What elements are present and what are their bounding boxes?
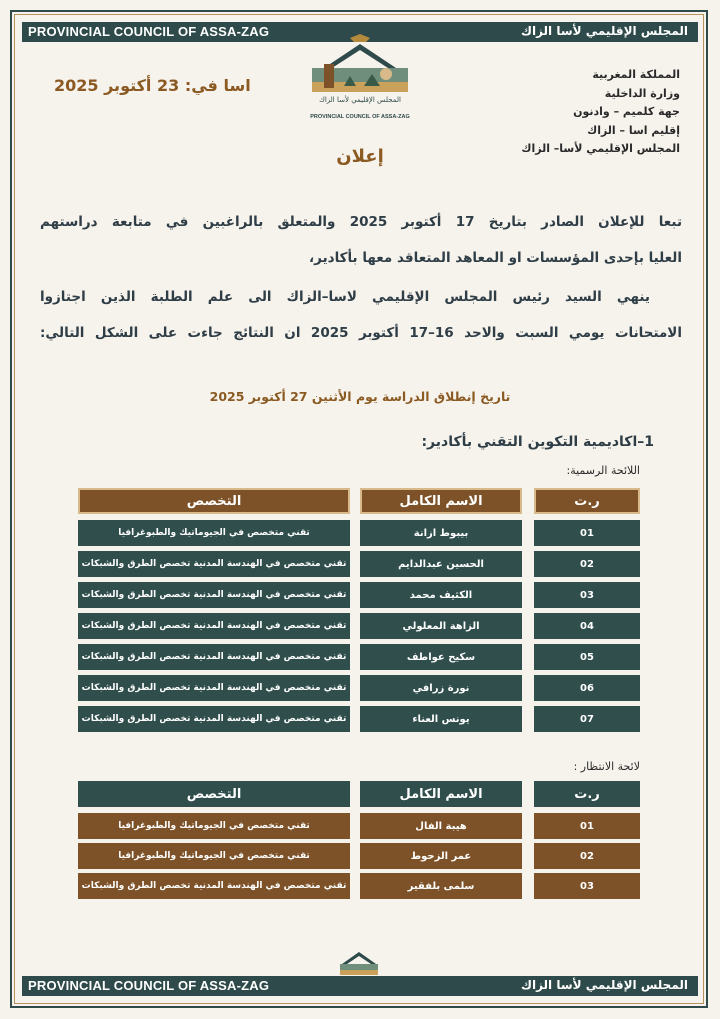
row-number: 05 bbox=[534, 644, 640, 670]
column-header-name: الاسم الكامل bbox=[360, 781, 522, 807]
row-number: 07 bbox=[534, 706, 640, 732]
page-title: إعلان bbox=[336, 146, 384, 167]
row-number: 01 bbox=[534, 520, 640, 546]
row-specialty: تقني متخصص في الهندسة المدنية تخصص الطرق والشبكات bbox=[78, 873, 350, 899]
row-specialty: تقني متخصص في الهندسة المدنية تخصص الطرق والشبكات bbox=[78, 582, 350, 608]
row-name: الحسين عبدالدايم bbox=[360, 551, 522, 577]
row-name: سلمى بلفقير bbox=[360, 873, 522, 899]
row-number: 02 bbox=[534, 551, 640, 577]
row-name: الزاهة المعلولي bbox=[360, 613, 522, 639]
logo-arabic-text: المجلس الإقليمي لأسا الزاك bbox=[319, 96, 401, 104]
bottom-banner bbox=[22, 976, 698, 996]
row-name: نورة زرافي bbox=[360, 675, 522, 701]
header-line: وزارة الداخلية bbox=[604, 86, 680, 100]
issue-date: اسا في: 23 أكتوبر 2025 bbox=[54, 76, 251, 95]
ministry-header bbox=[521, 66, 680, 159]
banner-arabic-title: المجلس الإقليمي لأسا الزاك bbox=[520, 24, 688, 38]
row-number: 01 bbox=[534, 813, 640, 839]
row-name: يونس العناء bbox=[360, 706, 522, 732]
row-name: هيبة الفال bbox=[360, 813, 522, 839]
row-number: 04 bbox=[534, 613, 640, 639]
column-header-number: ر.ت bbox=[534, 781, 640, 807]
column-header-specialty: التخصص bbox=[78, 781, 350, 807]
column-header-specialty: التخصص bbox=[78, 488, 350, 514]
start-date: تاريخ إنطلاق الدراسة يوم الأثنين 27 أكتوبر 2025 bbox=[209, 389, 511, 404]
header-line: إقليم اسا – الزاك bbox=[587, 123, 680, 137]
waiting-list-label: لائحة الانتظار : bbox=[573, 760, 640, 773]
row-number: 03 bbox=[534, 873, 640, 899]
header-line: جهة كلميم – وادنون bbox=[573, 105, 680, 118]
body-paragraph: ينهي السيد رئيس المجلس الإقليمي لاسا–الزاك الى علم الطلبة الذين اجتازوا bbox=[40, 289, 650, 305]
row-number: 03 bbox=[534, 582, 640, 608]
logo-english-text: PROVINCIAL COUNCIL OF ASSA-ZAG bbox=[310, 114, 410, 120]
row-specialty: تقني متخصص في الهندسة المدنية تخصص الطرق والشبكات bbox=[78, 675, 350, 701]
header-line: المجلس الإقليمي لأسا– الزاك bbox=[521, 142, 680, 155]
row-specialty: تقني متخصص في الهندسة المدنية تخصص الطرق والشبكات bbox=[78, 551, 350, 577]
row-specialty: تقني متخصص في الهندسة المدنية تخصص الطرق والشبكات bbox=[78, 613, 350, 639]
council-logo bbox=[304, 34, 416, 122]
section-title: 1–اكاديمية التكوين التقني بأكادير: bbox=[421, 434, 654, 450]
body-paragraph: الامتحانات يومي السبت والاحد 16–17 أكتوبر 2025 ان النتائج جاءت على الشكل التالي: bbox=[40, 325, 682, 341]
row-number: 06 bbox=[534, 675, 640, 701]
row-specialty: تقني متخصص في الجيوماتيك والطبوغرافيا bbox=[78, 520, 350, 546]
row-specialty: تقني متخصص في الهندسة المدنية تخصص الطرق والشبكات bbox=[78, 644, 350, 670]
official-list-label: اللائحة الرسمية: bbox=[566, 464, 640, 477]
banner-arabic-title: المجلس الإقليمي لأسا الزاك bbox=[520, 978, 688, 992]
row-name: سكيح عواطف bbox=[360, 644, 522, 670]
row-specialty: تقني متخصص في الجيوماتيك والطبوغرافيا bbox=[78, 813, 350, 839]
row-specialty: تقني متخصص في الجيوماتيك والطبوغرافيا bbox=[78, 843, 350, 869]
row-name: بيبوط ازانة bbox=[360, 520, 522, 546]
body-paragraph: تبعا للإعلان الصادر بتاريخ 17 أكتوبر 2025 والمتعلق بالراغبين في متابعة دراستهم bbox=[40, 214, 683, 230]
header-line: المملكة المغربية bbox=[592, 68, 680, 81]
row-name: الكثيف محمد bbox=[360, 582, 522, 608]
body-paragraph: العليا بإحدى المؤسسات او المعاهد المتعاقد معها بأكادير، bbox=[309, 250, 682, 266]
row-number: 02 bbox=[534, 843, 640, 869]
banner-english-title: PROVINCIAL COUNCIL OF ASSA-ZAG bbox=[28, 978, 270, 993]
row-name: عمر الزحوط bbox=[360, 843, 522, 869]
column-header-name: الاسم الكامل bbox=[360, 488, 522, 514]
row-specialty: تقني متخصص في الهندسة المدنية تخصص الطرق والشبكات bbox=[78, 706, 350, 732]
banner-english-title: PROVINCIAL COUNCIL OF ASSA-ZAG bbox=[28, 24, 270, 39]
column-header-number: ر.ت bbox=[534, 488, 640, 514]
